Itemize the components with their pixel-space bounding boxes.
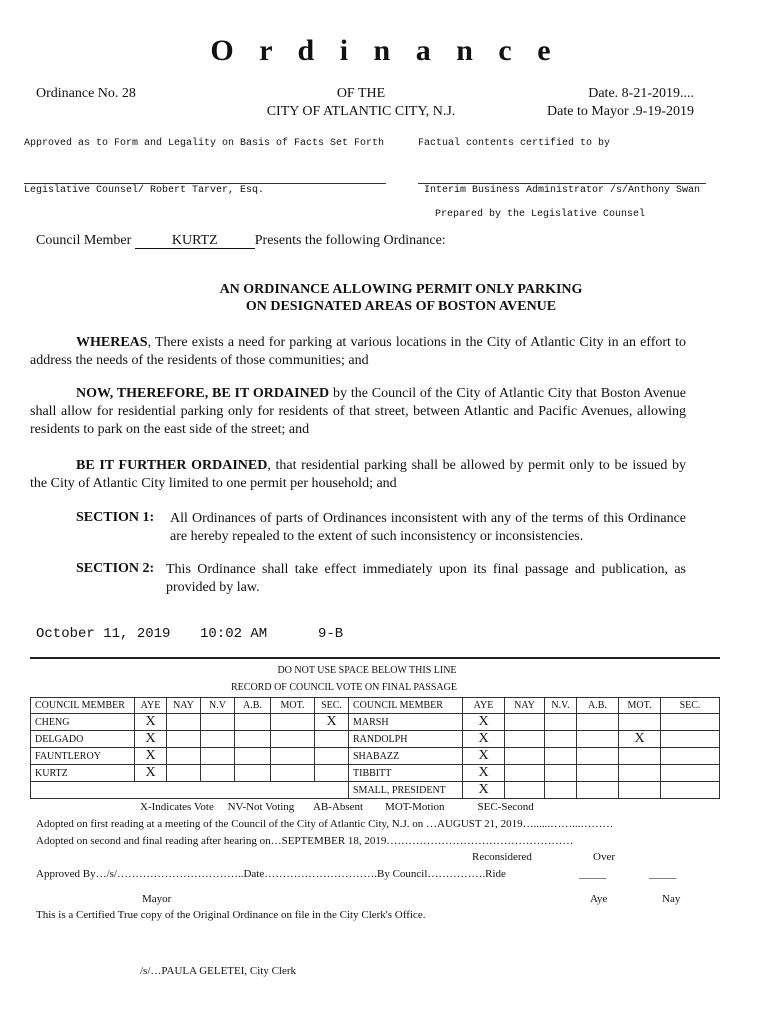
member-name: SMALL, PRESIDENT [349,782,463,799]
header-ab-right: A.B. [577,698,619,714]
nay-label: Nay [662,893,681,905]
vote-cell [505,714,545,731]
do-not-use-divider [30,657,720,659]
vote-cell: X [463,714,505,731]
vote-cell [505,748,545,765]
vote-cell [271,748,315,765]
section2-text: This Ordinance shall take effect immediately upon its final passage and publication, as provided by law. [166,562,686,595]
blank-aye: _____ [579,868,607,880]
header-sec: SEC. [315,698,349,714]
mayor-label: Mayor [142,893,172,905]
vote-row [31,765,720,782]
do-not-use-label: DO NOT USE SPACE BELOW THIS LINE [277,665,457,676]
vote-cell [661,714,720,731]
whereas-text: , There exists a need for parking at various locations in the City of Atlantic City in an effort to address the needs of the residents of those communities; and [30,335,686,368]
presenter-suffix: Presents the following Ordinance: [254,233,446,248]
vote-cell [167,731,201,748]
date-to-mayor: Date to Mayor .9-19-2019 [547,104,694,119]
blank-nay: _____ [649,868,677,880]
vote-record-table [30,697,720,799]
vote-cell [505,731,545,748]
further-ordained-text: , that residential parking shall be allowed by permit only to be issued by the City of Atlantic City limited to one permit per household; and [30,458,686,491]
vote-cell: X [135,765,167,782]
vote-row [31,748,720,765]
header-aye-right: AYE [463,698,505,714]
vote-cell [271,765,315,782]
header-nv-right: N.V. [545,698,577,714]
vote-cell [619,765,661,782]
member-name: CHENG [31,714,135,731]
section1-label: SECTION 1: [76,510,155,525]
header-council-member-right: COUNCIL MEMBER [349,698,463,714]
signature-line-administrator [418,183,706,184]
vote-header-row [31,698,720,714]
header-mot-right: MOT. [619,698,661,714]
vote-cell: X [135,748,167,765]
empty-member-cell [31,782,349,799]
ordinance-date: Date. 8-21-2019.... [588,86,694,101]
further-ordained-lead: BE IT FURTHER ORDAINED [76,458,268,473]
member-name: DELGADO [31,731,135,748]
further-ordained-paragraph [30,457,686,493]
vote-cell [235,748,271,765]
vote-cell [577,765,619,782]
whereas-lead: WHEREAS [76,335,148,350]
vote-cell [167,714,201,731]
header-mot: MOT. [271,698,315,714]
vote-cell [545,714,577,731]
header-council-member: COUNCIL MEMBER [31,698,135,714]
over-label: Over [593,851,615,863]
member-name: FAUNTLEROY [31,748,135,765]
vote-cell [545,765,577,782]
vote-cell [619,782,661,799]
factual-contents: Factual contents certified to by [418,138,611,149]
now-therefore-text: by the Council of the City of Atlantic City that Boston Avenue shall allow for residential parking only for residents of that street, between Atlantic and Pacific Avenues, allowing residents to park on the east side of the street; and [30,386,686,437]
vote-cell: X [135,731,167,748]
document-title: O r d i n a n c e [210,34,560,67]
vote-cell [505,782,545,799]
vote-cell [271,714,315,731]
vote-cell [235,765,271,782]
stamp-code: 9-B [318,626,344,642]
vote-cell [315,731,349,748]
presenter-prefix: Council Member [36,233,132,248]
section2-label: SECTION 2: [76,561,155,576]
stamp-time: 10:02 AM [200,626,268,642]
vote-cell [271,731,315,748]
vote-cell [235,714,271,731]
vote-cell [577,731,619,748]
of-the-label: OF THE [336,86,386,101]
vote-cell [201,731,235,748]
vote-cell [545,748,577,765]
vote-cell: X [463,731,505,748]
vote-row [31,714,720,731]
city-clerk-signature: /s/…PAULA GELETEI, City Clerk [140,965,297,977]
ordinance-number: Ordinance No. 28 [36,86,136,101]
vote-cell [619,714,661,731]
business-administrator: Interim Business Administrator /s/Anthony Swan [424,185,701,196]
vote-cell [545,782,577,799]
vote-cell [201,714,235,731]
now-therefore-paragraph [30,385,686,439]
whereas-paragraph [30,334,686,370]
vote-cell: X [463,782,505,799]
header-nay: NAY [167,698,201,714]
vote-cell [661,731,720,748]
vote-cell: X [463,765,505,782]
presenter-line [36,233,446,249]
member-name: TIBBITT [349,765,463,782]
vote-cell [577,782,619,799]
vote-cell [577,748,619,765]
header-aye: AYE [135,698,167,714]
vote-cell [201,748,235,765]
member-name: RANDOLPH [349,731,463,748]
member-name: SHABAZZ [349,748,463,765]
vote-cell [167,765,201,782]
vote-cell [545,731,577,748]
vote-cell [235,731,271,748]
vote-row [31,731,720,748]
approved-by-line: Approved By…/s/……………………………..Date………………………….By Council…………….Ride [36,868,506,880]
ordinance-title-line2: ON DESIGNATED AREAS OF BOSTON AVENUE [245,299,557,314]
aye-label: Aye [590,893,608,905]
city-label: CITY OF ATLANTIC CITY, N.J. [266,104,456,119]
vote-cell: X [315,714,349,731]
first-reading: Adopted on first reading at a meeting of the Council of the City of Atlantic City, N.J. on …AUGUST 21, 2019…......……...……… [36,818,614,830]
vote-row [31,782,720,799]
member-name: MARSH [349,714,463,731]
vote-legend: X-Indicates Vote NV-Not Voting AB-Absent MOT-Motion SEC-Second [140,801,534,813]
vote-cell: X [463,748,505,765]
signature-line-counsel [24,183,386,184]
reconsidered-label: Reconsidered [472,851,532,863]
member-name: KURTZ [31,765,135,782]
presenter-name: KURTZ [135,234,255,249]
vote-cell [315,748,349,765]
record-title: RECORD OF COUNCIL VOTE ON FINAL PASSAGE [231,682,457,693]
vote-cell [661,765,720,782]
vote-cell [167,748,201,765]
header-nay-right: NAY [505,698,545,714]
prepared-by: Prepared by the Legislative Counsel [435,209,646,220]
stamp-date: October 11, 2019 [36,626,171,642]
header-ab: A.B. [235,698,271,714]
legislative-counsel: Legislative Counsel/ Robert Tarver, Esq. [24,185,265,196]
certified-copy: This is a Certified True copy of the Original Ordinance on file in the City Clerk's Office. [36,909,426,921]
vote-cell [577,714,619,731]
vote-cell [315,765,349,782]
header-sec-right: SEC. [661,698,720,714]
approved-as-to-form: Approved as to Form and Legality on Basis of Facts Set Forth [24,138,385,149]
vote-cell [661,782,720,799]
second-reading: Adopted on second and final reading after hearing on…SEPTEMBER 18, 2019…………………………………………… [36,835,574,847]
vote-cell: X [619,731,661,748]
vote-cell [505,765,545,782]
section1-text: All Ordinances of parts of Ordinances inconsistent with any of the terms of this Ordinance are hereby repealed to the extent of such inconsistency or inconsistencies. [170,511,686,544]
vote-cell [201,765,235,782]
vote-cell [619,748,661,765]
vote-cell: X [135,714,167,731]
vote-cell [661,748,720,765]
header-nv: N.V [201,698,235,714]
ordinance-title-line1: AN ORDINANCE ALLOWING PERMIT ONLY PARKING [219,282,583,297]
now-therefore-lead: NOW, THEREFORE, BE IT ORDAINED [76,386,330,401]
